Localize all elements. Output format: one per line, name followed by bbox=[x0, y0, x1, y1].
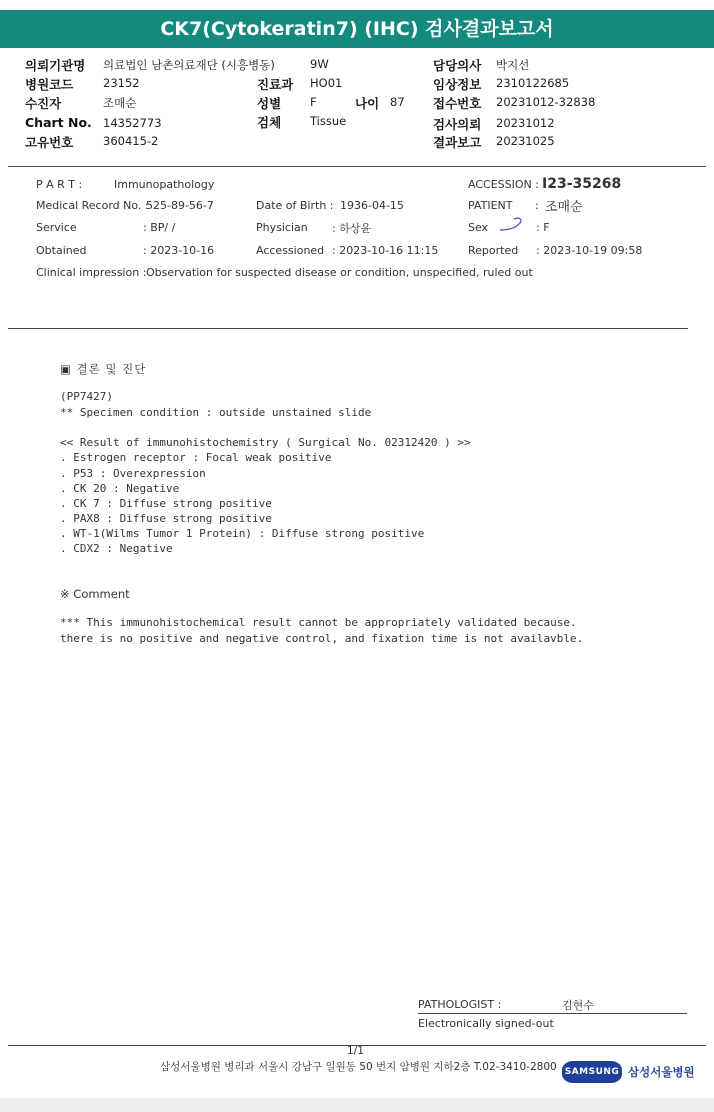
comment-title: ※ Comment bbox=[60, 587, 130, 601]
pathologist-label: PATHOLOGIST : bbox=[418, 998, 502, 1011]
mrn-label: Medical Record No. : bbox=[36, 199, 149, 212]
result-line: . CK 7 : Diffuse strong positive bbox=[60, 497, 272, 510]
hospital-code-label: 병원코드 bbox=[25, 77, 74, 92]
part-label: P A R T : bbox=[36, 178, 83, 191]
age-label: 나이 bbox=[355, 96, 380, 111]
body-line: (PP7427) bbox=[60, 390, 113, 403]
hospital-logo-text: 삼성서울병원 bbox=[628, 1065, 695, 1079]
accessioned-value: : 2023-10-16 11:15 bbox=[332, 244, 439, 257]
receipt-no-label: 접수번호 bbox=[433, 96, 482, 111]
result-line: . P53 : Overexpression bbox=[60, 467, 206, 480]
sex-header-value: : F bbox=[536, 221, 550, 234]
dept-value: HO01 bbox=[310, 76, 343, 90]
reported-label: Reported bbox=[468, 244, 519, 257]
physician-label: Physician bbox=[256, 221, 308, 234]
accession-label: ACCESSION : bbox=[468, 178, 539, 191]
dept-label: 진료과 bbox=[257, 77, 294, 92]
patient-header-label: PATIENT bbox=[468, 199, 513, 212]
result-line: . Estrogen receptor : Focal weak positive bbox=[60, 451, 332, 464]
clinical-impression-label: Clinical impression : bbox=[36, 266, 147, 279]
age-value: 87 bbox=[390, 95, 405, 109]
reported-value: : 2023-10-19 09:58 bbox=[536, 244, 643, 257]
result-line: . CDX2 : Negative bbox=[60, 542, 173, 555]
unique-no-value: 360415-2 bbox=[103, 134, 159, 148]
specimen-label: 검체 bbox=[257, 115, 282, 130]
service-label: Service bbox=[36, 221, 77, 234]
result-line: . CK 20 : Negative bbox=[60, 482, 180, 495]
dob-value: 1936-04-15 bbox=[340, 199, 404, 212]
divider-top bbox=[8, 166, 706, 167]
request-date-value: 20231012 bbox=[496, 116, 555, 130]
patient-header-colon: : bbox=[535, 199, 539, 212]
report-title: CK7(Cytokeratin7) (IHC) 검사결과보고서 bbox=[160, 18, 554, 40]
chart-no-label: Chart No. bbox=[25, 115, 92, 130]
doctor-value: 박지선 bbox=[496, 58, 530, 72]
body-line: ** Specimen condition : outside unstained slide bbox=[60, 406, 372, 419]
sex-label: 성별 bbox=[257, 96, 282, 111]
clinical-info-label: 임상정보 bbox=[433, 77, 482, 92]
mrn-value: 525-89-56-7 bbox=[146, 199, 214, 212]
conclusion-title: ▣ 결론 및 진단 bbox=[60, 362, 147, 376]
chart-no-value: 14352773 bbox=[103, 116, 162, 130]
result-line: . WT-1(Wilms Tumor 1 Protein) : Diffuse strong positive bbox=[60, 527, 425, 540]
sex-header-label: Sex bbox=[468, 221, 489, 234]
institution-label: 의뢰기관명 bbox=[25, 58, 86, 73]
specimen-value: Tissue bbox=[310, 114, 347, 128]
pathologist-value: 김현수 bbox=[562, 999, 594, 1012]
part-value: Immunopathology bbox=[114, 178, 215, 191]
patient-header-value: 조매순 bbox=[545, 200, 583, 215]
report-date-value: 20231025 bbox=[496, 134, 555, 148]
clinical-impression-value: Observation for suspected disease or condition, unspecified, ruled out bbox=[146, 266, 533, 279]
sex-value: F bbox=[310, 95, 317, 109]
ward-value: 9W bbox=[310, 57, 329, 71]
accession-value: I23-35268 bbox=[542, 176, 622, 192]
unique-no-label: 고유번호 bbox=[25, 135, 74, 150]
comment-line: *** This immunohistochemical result cannot be appropriately validated because. bbox=[60, 616, 577, 629]
patient-label: 수진자 bbox=[25, 96, 62, 111]
signoff-line bbox=[418, 1013, 687, 1014]
divider-header bbox=[8, 328, 688, 329]
obtained-value: : 2023-10-16 bbox=[143, 244, 215, 257]
doctor-label: 담당의사 bbox=[433, 58, 482, 73]
institution-value: 의료법인 남촌의료재단 (시흥병동) bbox=[103, 58, 275, 72]
obtained-label: Obtained bbox=[36, 244, 87, 257]
pen-mark-icon bbox=[498, 214, 526, 234]
footer-address: 삼성서울병원 병리과 서울시 강남구 일원동 50 번지 암병원 지하2층 T.02-3410-2800 bbox=[160, 1061, 557, 1073]
body-line: << Result of immunohistochemistry ( Surgical No. 02312420 ) >> bbox=[60, 436, 471, 449]
title-bar bbox=[0, 10, 714, 48]
report-date-label: 결과보고 bbox=[433, 135, 482, 150]
service-value: : BP/ / bbox=[143, 221, 176, 234]
hospital-code-value: 23152 bbox=[103, 76, 140, 90]
patient-value: 조매순 bbox=[103, 96, 137, 110]
page-number: 1/1 bbox=[347, 1045, 364, 1057]
receipt-no-value: 20231012-32838 bbox=[496, 95, 596, 109]
physician-value: : 하상윤 bbox=[332, 222, 372, 235]
bottom-margin bbox=[0, 1098, 714, 1112]
comment-line: there is no positive and negative control, and fixation time is not availavble. bbox=[60, 632, 584, 645]
request-date-label: 검사의뢰 bbox=[433, 117, 482, 132]
dob-label: Date of Birth : bbox=[256, 199, 334, 212]
accessioned-label: Accessioned bbox=[256, 244, 325, 257]
clinical-info-value: 2310122685 bbox=[496, 76, 570, 90]
samsung-logo: SAMSUNG bbox=[562, 1061, 622, 1083]
signed-out-text: Electronically signed-out bbox=[418, 1017, 554, 1030]
result-line: . PAX8 : Diffuse strong positive bbox=[60, 512, 272, 525]
